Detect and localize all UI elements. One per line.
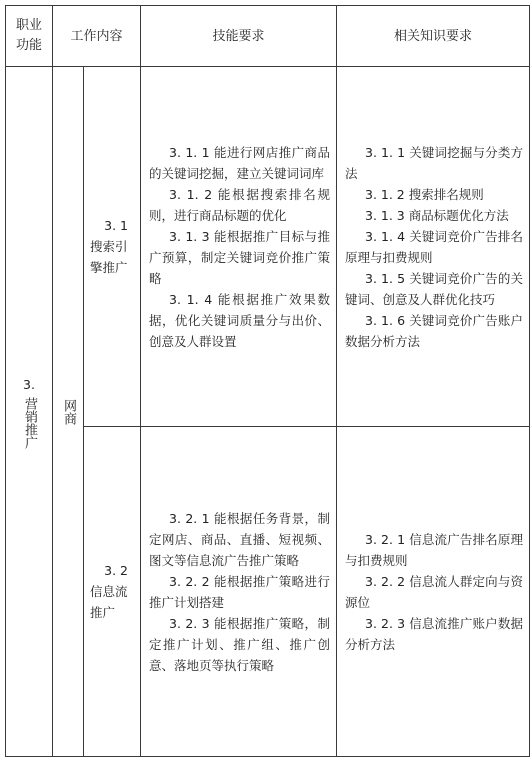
skill-3-1-2: 3. 1. 2 能根据搜索排名规则，进行商品标题的优化 xyxy=(149,186,330,223)
knowledge-3-1-4: 3. 1. 4 关键词竞价广告排名原理与扣费规则 xyxy=(345,228,523,265)
sub-3-1-number: 3. 1 xyxy=(104,218,128,233)
sub-3-1-cell xyxy=(84,67,141,427)
header-role-line2: 功能 xyxy=(15,38,42,53)
sub-3-1-name: 搜索引擎推广 xyxy=(90,239,128,275)
skill-3-1-4: 3. 1. 4 能根据推广效果数据，优化关键词质量分与出价、创意及人群设置 xyxy=(149,291,330,349)
skills-3-1-cell xyxy=(141,67,337,427)
category-cell xyxy=(53,67,84,757)
knowledge-3-2-3: 3. 2. 3 信息流推广账户数据分析方法 xyxy=(345,615,523,652)
knowledge-3-1-3: 3. 1. 3 商品标题优化方法 xyxy=(365,207,509,223)
header-role-line1: 职业 xyxy=(15,18,42,33)
skill-3-2-1: 3. 2. 1 能根据任务背景，制定网店、商品、直播、短视频、图文等信息流广告推广策略 xyxy=(149,510,330,568)
knowledge-3-2-2: 3. 2. 2 信息流人群定向与资源位 xyxy=(345,573,523,610)
knowledge-3-2-cell xyxy=(337,427,530,757)
knowledge-3-1-cell xyxy=(337,67,530,427)
skill-3-1-3: 3. 1. 3 能根据推广目标与推广预算，制定关键词竞价推广策略 xyxy=(149,228,330,286)
knowledge-3-1-5: 3. 1. 5 关键词竞价广告的关键词、创意及人群优化技巧 xyxy=(345,270,523,307)
skill-3-1-1: 3. 1. 1 能进行网店推广商品的关键词挖掘，建立关键词词库 xyxy=(149,144,330,181)
sub-3-2-name: 信息流推广 xyxy=(90,584,128,620)
function-number: 3. xyxy=(23,377,35,392)
knowledge-3-2-1: 3. 2. 1 信息流广告排名原理与扣费规则 xyxy=(345,531,523,568)
sub-3-2-number: 3. 2 xyxy=(104,563,128,578)
table-row-3-1 xyxy=(6,67,530,427)
knowledge-3-1-6: 3. 1. 6 关键词竞价广告账户数据分析方法 xyxy=(345,312,523,349)
table-row-3-2 xyxy=(6,427,530,757)
knowledge-3-1-1: 3. 1. 1 关键词挖掘与分类方法 xyxy=(345,144,523,181)
knowledge-3-1-2: 3. 1. 2 搜索排名规则 xyxy=(365,186,484,202)
header-skills: 技能要求 xyxy=(141,6,337,67)
sub-3-2-cell xyxy=(84,427,141,757)
header-role-cell xyxy=(6,6,53,67)
table-header-row xyxy=(6,6,530,67)
function-name: 营销推广 xyxy=(22,397,37,449)
header-work-content: 工作内容 xyxy=(53,6,141,67)
skill-3-2-3: 3. 2. 3 能根据推广策略，制定推广计划、推广组、推广创意、落地页等执行策略 xyxy=(149,615,330,673)
header-knowledge: 相关知识要求 xyxy=(337,6,530,67)
function-cell xyxy=(6,67,53,757)
category-name: 网商 xyxy=(61,398,76,425)
skills-3-2-cell xyxy=(141,427,337,757)
skills-standard-table xyxy=(5,5,530,757)
skill-3-2-2: 3. 2. 2 能根据推广策略进行推广计划搭建 xyxy=(149,573,330,610)
